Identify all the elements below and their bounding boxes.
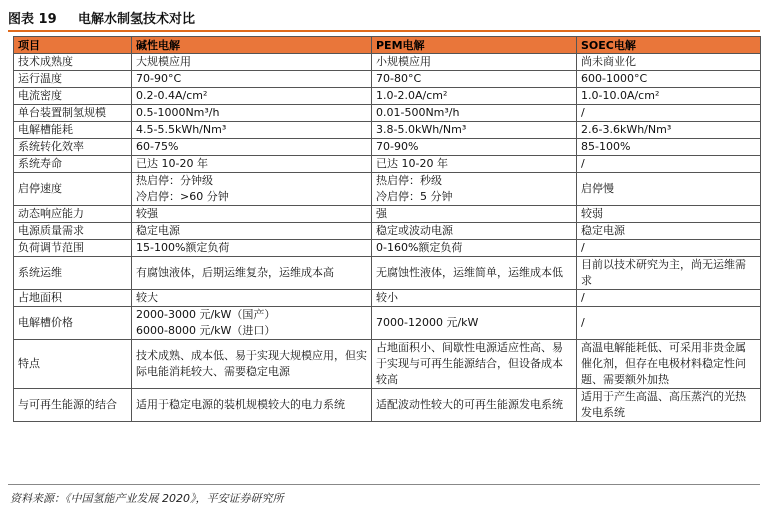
- table-cell: 适用于产生高温、高压蒸汽的光热发电系统: [577, 389, 761, 422]
- table-header-row: [14, 37, 761, 54]
- table-cell: 尚未商业化: [577, 54, 761, 71]
- table-cell: 4.5-5.5kWh/Nm³: [132, 122, 372, 139]
- table-cell: 较强: [132, 206, 372, 223]
- table-cell: 热启停：分钟级 冷启停：>60 分钟: [132, 173, 372, 206]
- table-cell: /: [577, 156, 761, 173]
- table-cell: 7000-12000 元/kW: [372, 307, 577, 340]
- table-cell: 15-100%额定负荷: [132, 240, 372, 257]
- table-cell: 稳定电源: [132, 223, 372, 240]
- row-label-cell: 电源质量需求: [14, 223, 132, 240]
- row-label-cell: 电解槽能耗: [14, 122, 132, 139]
- table-cell: 较弱: [577, 206, 761, 223]
- table-cell: 适配波动性较大的可再生能源发电系统: [372, 389, 577, 422]
- table-cell: 3.8-5.0kWh/Nm³: [372, 122, 577, 139]
- footer-divider: [8, 484, 760, 485]
- table-cell: 70-90%: [372, 139, 577, 156]
- row-label-cell: 动态响应能力: [14, 206, 132, 223]
- row-label-cell: 负荷调节范围: [14, 240, 132, 257]
- table-cell: 稳定或波动电源: [372, 223, 577, 240]
- table-cell: 85-100%: [577, 139, 761, 156]
- table-cell: 0.01-500Nm³/h: [372, 105, 577, 122]
- figure-label: 图表 19: [8, 12, 57, 27]
- comparison-table: [13, 36, 761, 422]
- table-cell: 1.0-10.0A/cm²: [577, 88, 761, 105]
- table-row: [14, 156, 761, 173]
- table-cell: 已达 10-20 年: [372, 156, 577, 173]
- table-cell: 强: [372, 206, 577, 223]
- table-cell: 1.0-2.0A/cm²: [372, 88, 577, 105]
- source-note: 资料来源：《中国氢能产业发展 2020》，平安证券研究所: [10, 492, 284, 505]
- table-cell: /: [577, 105, 761, 122]
- row-label-cell: 电解槽价格: [14, 307, 132, 340]
- table-row: [14, 389, 761, 422]
- table-cell: 0-160%额定负荷: [372, 240, 577, 257]
- table-cell: 600-1000°C: [577, 71, 761, 88]
- table-cell: 2000-3000 元/kW（国产） 6000-8000 元/kW（进口）: [132, 307, 372, 340]
- table-cell: 较小: [372, 290, 577, 307]
- table-row: [14, 206, 761, 223]
- header-cell: 项目: [14, 37, 132, 54]
- table-row: [14, 71, 761, 88]
- table-cell: 60-75%: [132, 139, 372, 156]
- table-cell: 稳定电源: [577, 223, 761, 240]
- row-label-cell: 启停速度: [14, 173, 132, 206]
- table-cell: 技术成熟、成本低、易于实现大规模应用，但实际电能消耗较大、需要稳定电源: [132, 340, 372, 389]
- table-cell: 2.6-3.6kWh/Nm³: [577, 122, 761, 139]
- figure-title-bar: [8, 4, 760, 32]
- row-label-cell: 系统转化效率: [14, 139, 132, 156]
- table-cell: 较大: [132, 290, 372, 307]
- row-label-cell: 单台装置制氢规模: [14, 105, 132, 122]
- table-row: [14, 340, 761, 389]
- table-cell: 目前以技术研究为主，尚无运维需求: [577, 257, 761, 290]
- table-cell: 热启停：秒级 冷启停：5 分钟: [372, 173, 577, 206]
- table-cell: 0.5-1000Nm³/h: [132, 105, 372, 122]
- table-row: [14, 290, 761, 307]
- row-label-cell: 占地面积: [14, 290, 132, 307]
- header-cell: 碱性电解: [132, 37, 372, 54]
- header-cell: PEM电解: [372, 37, 577, 54]
- table-cell: 适用于稳定电源的装机规模较大的电力系统: [132, 389, 372, 422]
- table-row: [14, 139, 761, 156]
- table-cell: /: [577, 240, 761, 257]
- row-label-cell: 系统寿命: [14, 156, 132, 173]
- row-label-cell: 技术成熟度: [14, 54, 132, 71]
- table-cell: 70-90°C: [132, 71, 372, 88]
- table-body: [14, 54, 761, 422]
- table-row: [14, 88, 761, 105]
- table-row: [14, 54, 761, 71]
- table-cell: 大规模应用: [132, 54, 372, 71]
- table-cell: 启停慢: [577, 173, 761, 206]
- row-label-cell: 运行温度: [14, 71, 132, 88]
- table-row: [14, 223, 761, 240]
- table-row: [14, 173, 761, 206]
- table-cell: 70-80°C: [372, 71, 577, 88]
- header-cell: SOEC电解: [577, 37, 761, 54]
- table-row: [14, 105, 761, 122]
- table-cell: 占地面积小、间歇性电源适应性高、易于实现与可再生能源结合，但设备成本较高: [372, 340, 577, 389]
- table-row: [14, 257, 761, 290]
- table-cell: 有腐蚀液体，后期运维复杂，运维成本高: [132, 257, 372, 290]
- table-cell: 小规模应用: [372, 54, 577, 71]
- row-label-cell: 电流密度: [14, 88, 132, 105]
- row-label-cell: 与可再生能源的结合: [14, 389, 132, 422]
- table-cell: 无腐蚀性液体，运维简单，运维成本低: [372, 257, 577, 290]
- table-row: [14, 122, 761, 139]
- row-label-cell: 特点: [14, 340, 132, 389]
- row-label-cell: 系统运维: [14, 257, 132, 290]
- table-cell: /: [577, 290, 761, 307]
- table-cell: 已达 10-20 年: [132, 156, 372, 173]
- table-row: [14, 240, 761, 257]
- table-row: [14, 307, 761, 340]
- table-cell: 高温电解能耗低、可采用非贵金属催化剂，但存在电极材料稳定性问题、需要额外加热: [577, 340, 761, 389]
- table-cell: /: [577, 307, 761, 340]
- table-cell: 0.2-0.4A/cm²: [132, 88, 372, 105]
- figure-title: 电解水制氢技术对比: [78, 12, 196, 27]
